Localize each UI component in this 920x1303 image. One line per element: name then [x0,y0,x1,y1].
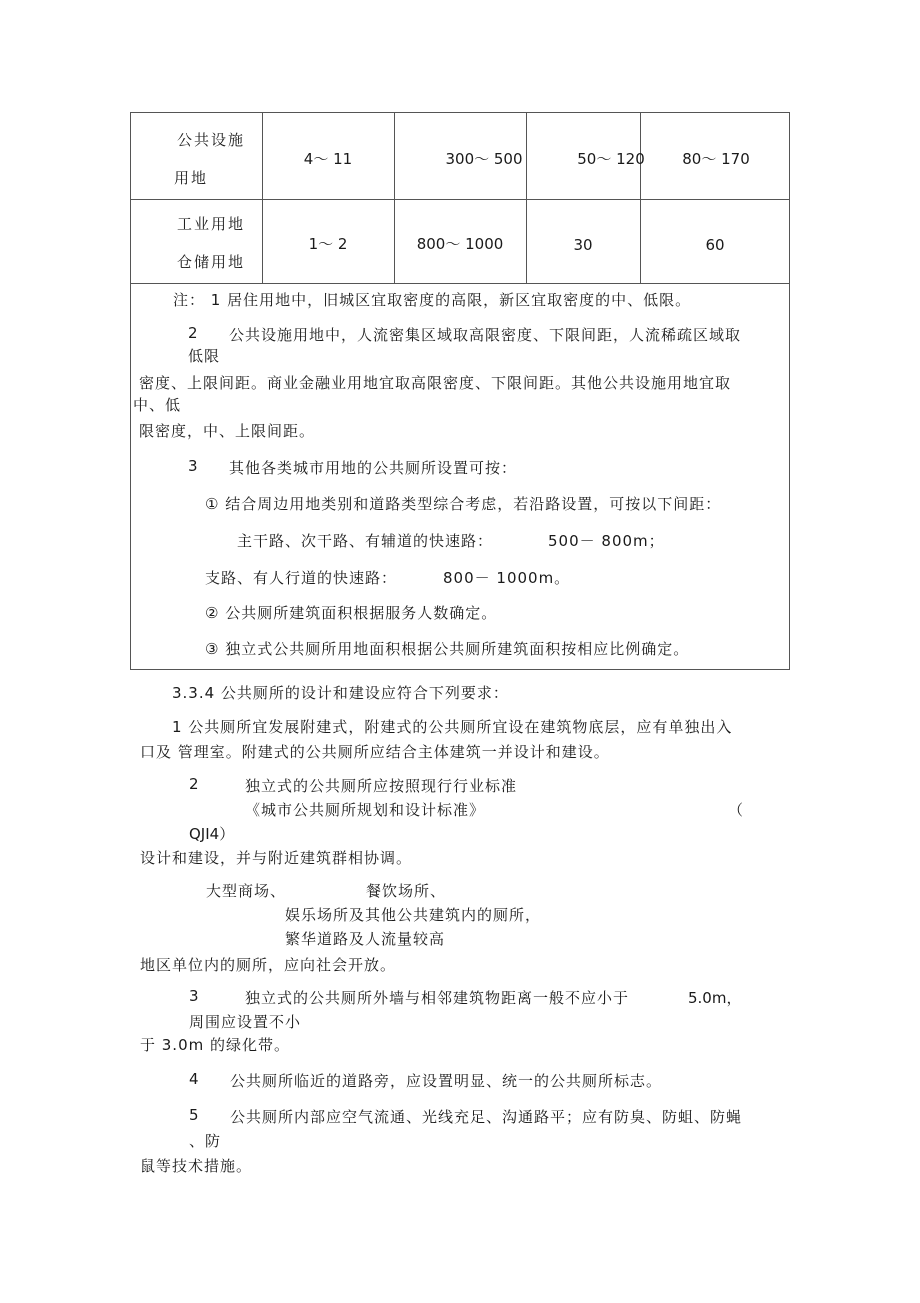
table-cell: 60 [705,236,725,254]
section-item-2: 大型商场、 [206,882,287,900]
table-cell: 4～ 11 [303,150,353,168]
table-note-3-item-label: 支路、有人行道的快速路： [205,569,398,587]
table-note-3-item-label: 主干路、次干路、有辅道的快速路： [237,532,494,550]
section-item-5: 、防 [189,1132,222,1150]
table-note-3-item: ① 结合周边用地类别和道路类型综合考虑，若沿路设置，可按以下间距： [205,495,722,513]
table-note-2-text: 公共设施用地中，人流密集区域取高限密度、下限间距，人流稀疏区域取 [229,326,742,344]
table-note-3-item: ③ 独立式公共厕所用地面积根据公共厕所建筑面积按相应比例确定。 [205,640,690,658]
table-row-divider [131,199,789,200]
section-item-5-number: 5 [189,1106,199,1124]
table-cell: 50～ 120 [577,150,645,168]
section-item-4: 公共厕所临近的道路旁，应设置明显、统一的公共厕所标志。 [230,1072,663,1090]
table-cell: 80～ 170 [682,150,750,168]
table-note-2-text: 限密度，中、上限间距。 [139,422,316,440]
section-item-5: 公共厕所内部应空气流通、光线充足、沟通路平；应有防臭、防蛆、防蝇 [230,1108,743,1126]
table-col-divider [394,113,395,283]
section-item-5: 鼠等技术措施。 [140,1157,253,1175]
section-item-2: 娱乐场所及其他公共建筑内的厕所， [285,906,542,924]
table-cell-category: 仓储用地 [176,253,245,271]
table-note-2-number: 2 [188,324,199,342]
section-item-2: QJI4） [189,825,235,843]
section-item-4-number: 4 [189,1070,199,1088]
table-note-2-text: 中、低 [133,396,182,414]
section-item-1: 1 公共厕所宜发展附建式，附建式的公共厕所宜设在建筑物底层，应有单独出入 [172,718,733,736]
table-col-divider [526,113,527,283]
table-note-2-text: 密度、上限间距。商业金融业用地宜取高限密度、下限间距。其他公共设施用地宜取 [139,374,732,392]
table-note-3-item-value: 500－ 800m； [548,532,665,550]
table-note-1: 注： 1 居住用地中，旧城区宜取密度的高限，新区宜取密度的中、低限。 [173,291,692,309]
section-item-3: 独立式的公共厕所外墙与相邻建筑物距离一般不应小于 [245,989,630,1007]
table-cell-category: 公共设施 [176,131,245,149]
section-item-2: 设计和建设，并与附近建筑群相协调。 [140,849,413,867]
section-item-3: 于 3.0m 的绿化带。 [140,1036,291,1054]
table-cell: 300～ 500 [445,150,523,168]
table-cell: 30 [573,236,593,254]
table-col-divider [640,113,641,283]
section-item-2: 《城市公共厕所规划和设计标准》 [245,801,486,819]
table-cell: 800～ 1000 [416,235,504,253]
section-item-2: 独立式的公共厕所应按照现行行业标准 [245,777,518,795]
section-item-2: 繁华道路及人流量较高 [285,930,446,948]
table-note-3-number: 3 [188,457,199,475]
section-item-3: 5.0m， [688,989,742,1007]
section-item-3: 周围应设置不小 [189,1013,302,1031]
table-note-2-text: 低限 [188,347,221,365]
section-item-3-number: 3 [189,987,199,1005]
section-item-2: （ [728,801,744,819]
section-item-2-number: 2 [189,775,199,793]
section-heading: 3.3.4 公共厕所的设计和建设应符合下列要求： [172,684,509,702]
section-item-2: 餐饮场所、 [366,882,447,900]
table-note-3-item: ② 公共厕所建筑面积根据服务人数确定。 [205,604,498,622]
table-note-3-text: 其他各类城市用地的公共厕所设置可按： [229,459,518,477]
density-table [130,112,790,670]
table-cell-category: 用地 [173,169,208,187]
table-cell-category: 工业用地 [176,215,245,233]
table-col-divider [262,113,263,283]
section-item-2: 地区单位内的厕所，应向社会开放。 [140,956,397,974]
table-cell: 1～ 2 [308,235,348,253]
table-row-divider [131,283,789,284]
table-note-3-item-value: 800－ 1000m。 [443,569,571,587]
section-item-1: 口及 管理室。附建式的公共厕所应结合主体建筑一并设计和建设。 [140,743,610,761]
